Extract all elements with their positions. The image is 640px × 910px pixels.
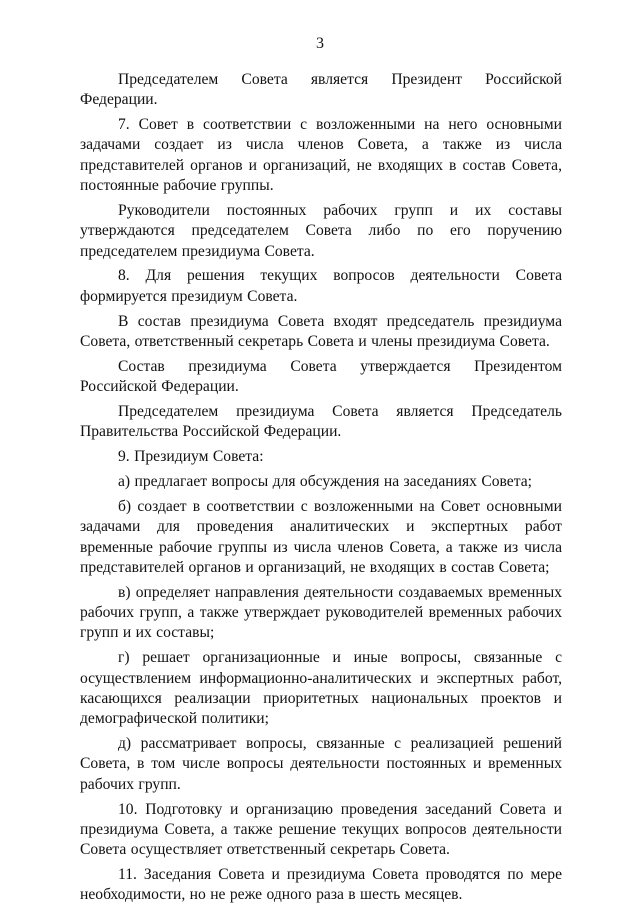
paragraph-presidium-members: В состав президиума Совета входят председатель президиума Совета, ответственный секретарь Совета и члены президиума Совета.: [80, 312, 562, 350]
document-body: [80, 70, 562, 910]
paragraph-7: 7. Совет в соответствии с возложенными на него основными задачами создает из числа членов Совета, а также из числа представителей органов и организаций, не входящих в состав Совета, постоянные рабочие группы.: [80, 116, 562, 195]
paragraph-presidium-composition: Состав президиума Совета утверждается Президентом Российской Федерации.: [80, 357, 562, 396]
paragraph-10: 10. Подготовку и организацию проведения заседаний Совета и президиума Совета, а также решение текущих вопросов деятельности Совета осуществляет ответственный секретарь Совета.: [80, 800, 562, 859]
list-item-d: д) рассматривает вопросы, связанные с реализацией решений Совета, в том числе вопросы деятельности постоянных и временных рабочих групп.: [80, 735, 562, 793]
paragraph-8: 8. Для решения текущих вопросов деятельности Совета формируется президиум Совета.: [80, 267, 562, 305]
list-item-a: а) предлагает вопросы для обсуждения на заседаниях Совета;: [118, 473, 532, 491]
list-item-g: г) решает организационные и иные вопросы, связанные с осуществлением информационно-аналитических и экспертных работ, касающихся реализации приоритетных национальных проектов и демографической политики;: [80, 649, 562, 728]
paragraph-presidium-chairman: Председателем президиума Совета является Председатель Правительства Российской Федерации.: [80, 403, 562, 441]
paragraph-9: 9. Президиум Совета:: [118, 448, 264, 466]
paragraph-11: 11. Заседания Совета и президиума Совета проводятся по мере необходимости, но не реже одного раза в шесть месяцев.: [80, 866, 562, 904]
page-number: 3: [316, 35, 324, 52]
paragraph-chairman: Председателем Совета является Президент Российской Федерации.: [80, 71, 562, 109]
paragraph-working-group-leaders: Руководители постоянных рабочих групп и их составы утверждаются председателем Совета либо по его поручению председателем президиума Совета.: [80, 201, 562, 260]
list-item-v: в) определяет направления деятельности создаваемых временных рабочих групп, а также утверждает руководителей временных рабочих групп и их составы;: [80, 583, 562, 642]
list-item-b: б) создает в соответствии с возложенными на Совет основными задачами для проведения аналитических и экспертных работ временные рабочие группы из числа членов Совета, а также из числа представителей органов и организаций, не входящих в состав Совета;: [80, 497, 562, 576]
